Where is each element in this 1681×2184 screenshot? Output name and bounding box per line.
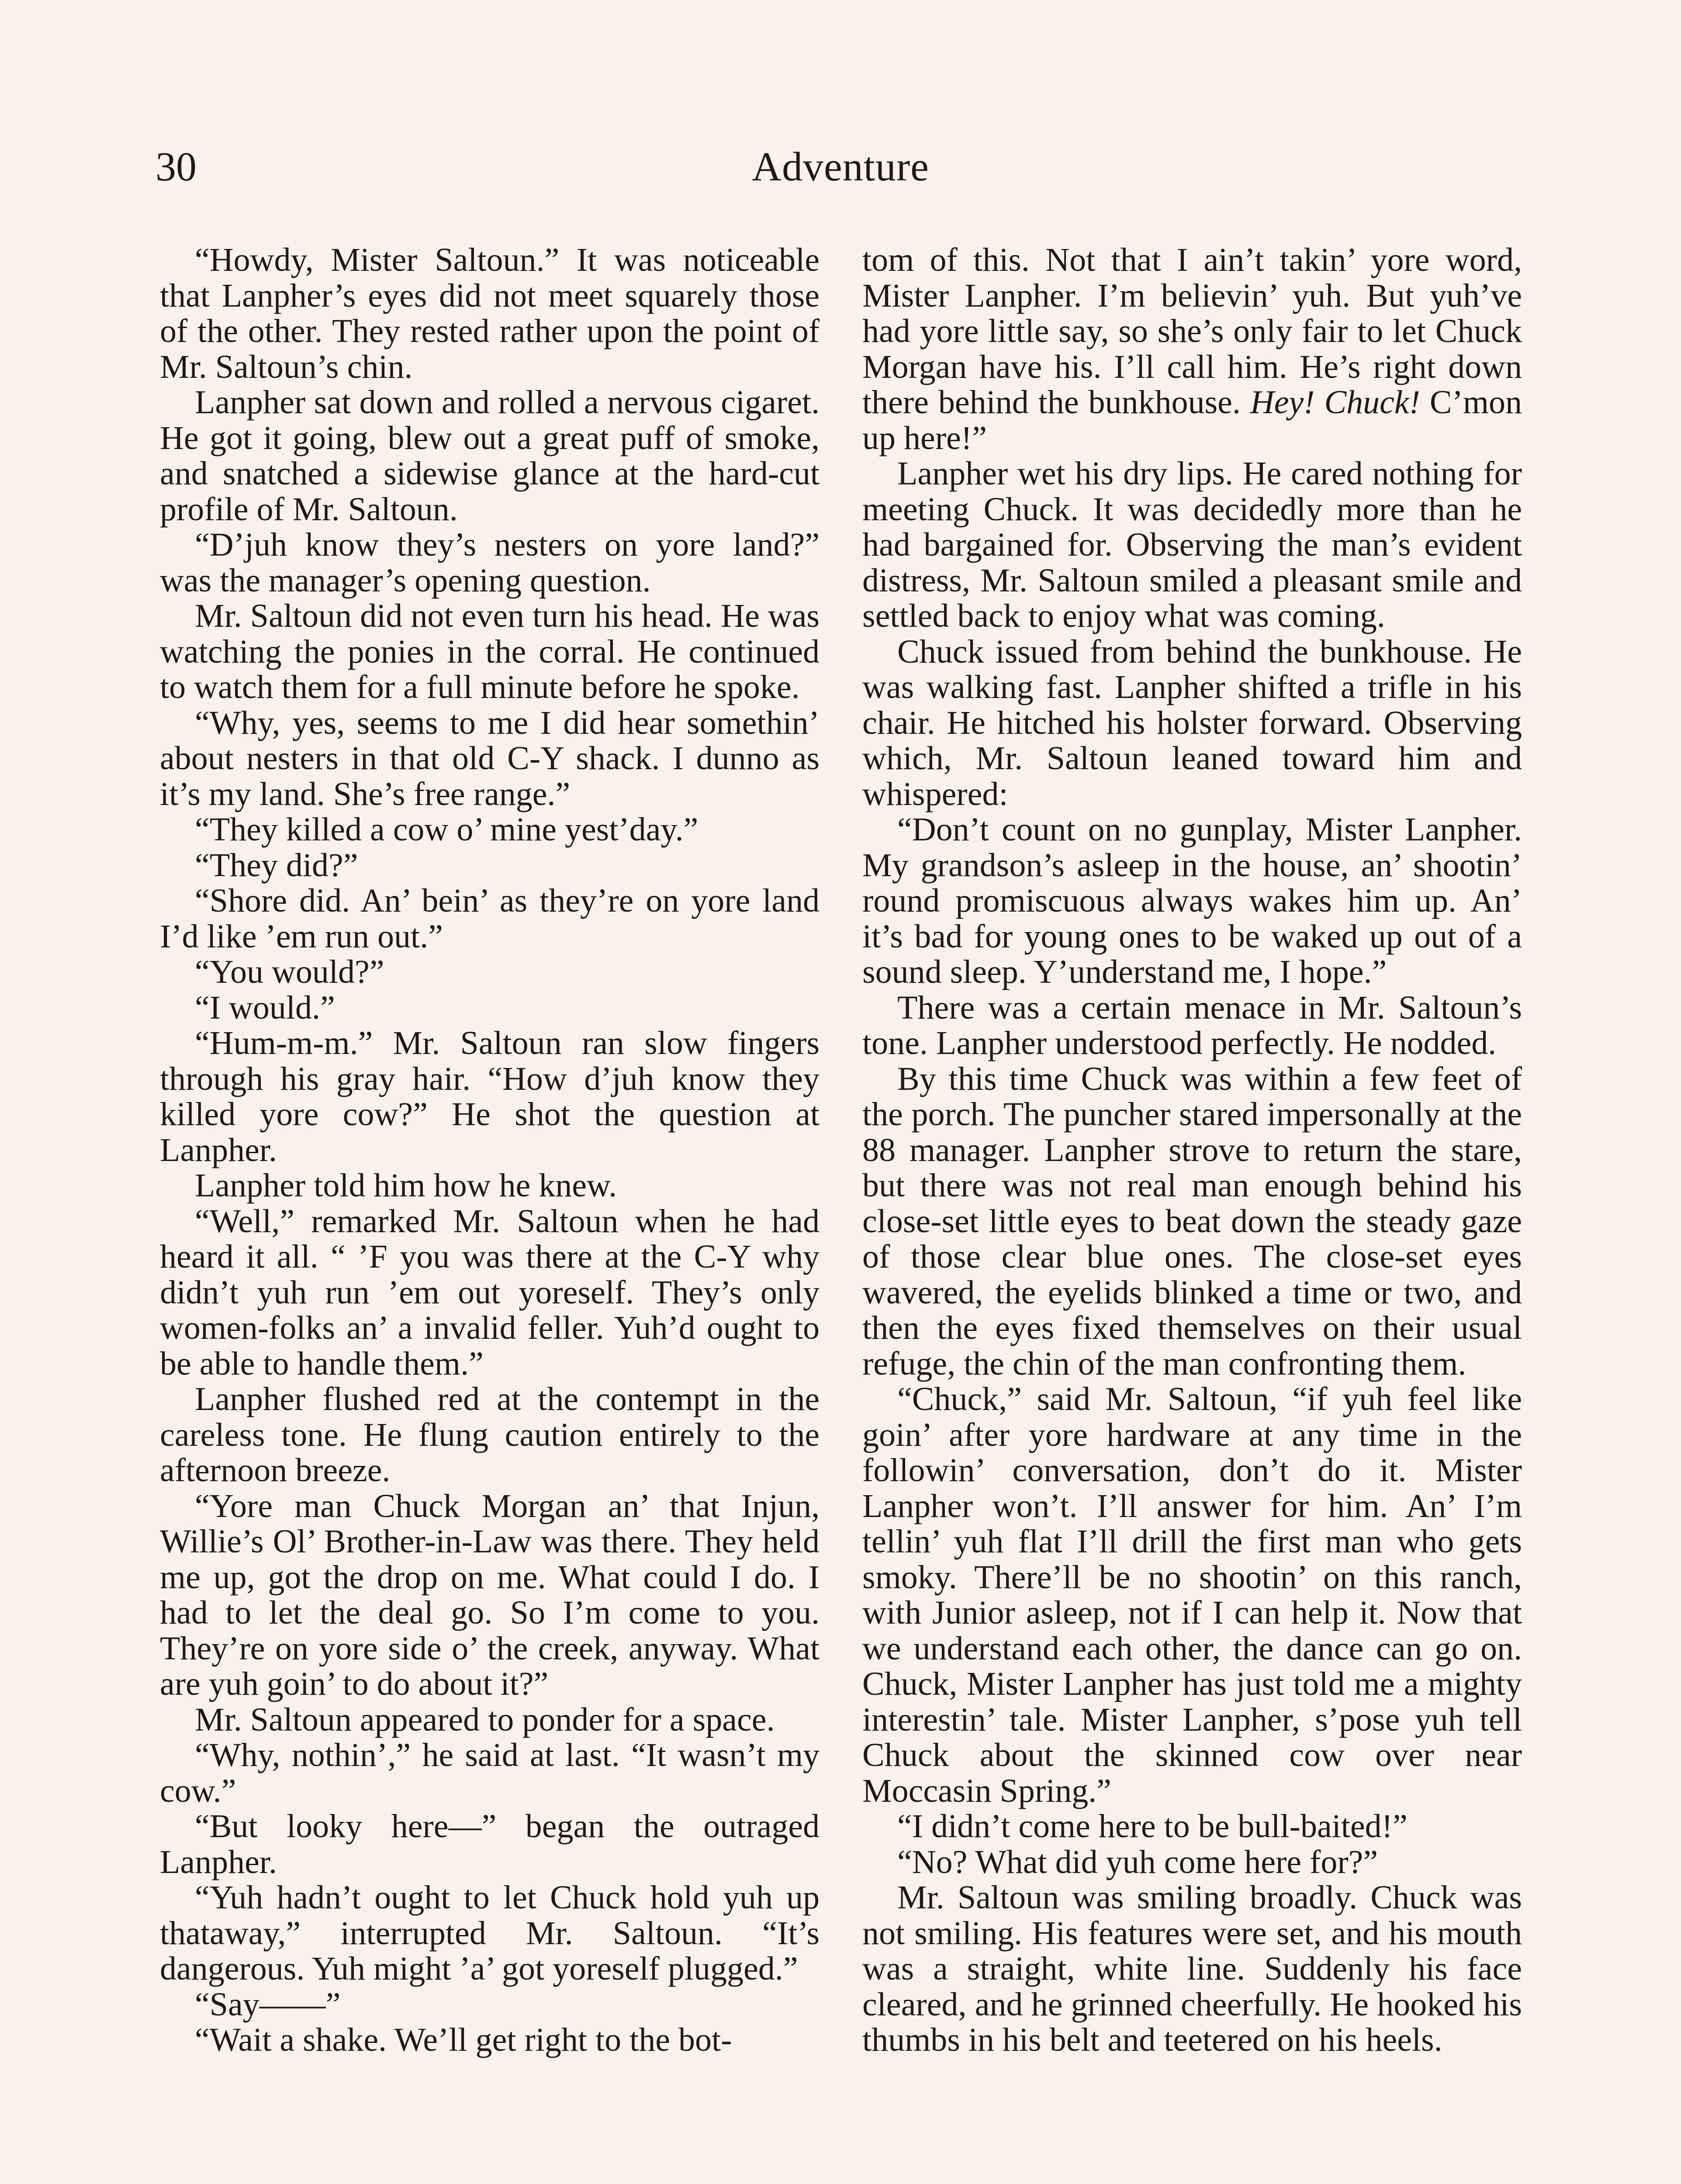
paragraph: “No? What did yuh come here for?” (897, 1843, 1378, 1880)
paragraph: “Say——” (195, 1986, 341, 2023)
running-head: Adventure (752, 144, 929, 190)
paragraph: Lanpher flushed red at the contempt in the careless tone. He flung caution entirely to the afternoon breeze. (160, 1381, 820, 1489)
paragraph: “But looky here—” began the outraged Lanpher. (160, 1808, 820, 1880)
paragraph: “You would?” (195, 954, 384, 990)
paragraph: “Yuh hadn’t ought to let Chuck hold yuh up thataway,” interrupted Mr. Saltoun. “It’s dangerous. Yuh might ’a’ got yoreself plugged.” (160, 1879, 820, 1987)
paragraph: Mr. Saltoun did not even turn his head. He was watching the ponies in the corral. He continued to watch them for a full minute before he spoke. (160, 598, 820, 705)
paragraph: “Shore did. An’ bein’ as they’re on yore land I’d like ’em run out.” (160, 882, 820, 955)
paragraph: “Hum-m-m.” Mr. Saltoun ran slow fingers through his gray hair. “How d’juh know they killed yore cow?” He shot the question at Lanpher. (160, 1025, 820, 1168)
paragraph: “Yore man Chuck Morgan an’ that Injun, Willie’s Ol’ Brother-in-Law was there. They held me up, got the drop on me. What could I do. I had to let the deal go. So I’m come to you. They’re on yore side o’ the creek, anyway. What are yuh goin’ to do about it?” (160, 1487, 820, 1702)
page-number: 30 (156, 144, 197, 190)
left-column (160, 242, 820, 2058)
paragraph: Lanpher sat down and rolled a nervous cigaret. He got it going, blew out a great puff of smoke, and snatched a sidewise glance at the hard-cut profile of Mr. Saltoun. (160, 384, 820, 528)
paragraph: “Well,” remarked Mr. Saltoun when he had heard it all. “ ’F you was there at the C-Y why didn’t yuh run ’em out yoreself. They’s only women-folks an’ a invalid feller. Yuh’d ought to be able to handle them.” (160, 1203, 820, 1382)
paragraph: Mr. Saltoun was smiling broadly. Chuck was not smiling. His features were set, and his mouth was a straight, white line. Suddenly his face cleared, and he grinned cheerfully. He hooked his thumbs in his belt and teetered on his heels. (862, 1879, 1522, 2058)
right-column (862, 242, 1522, 2058)
paragraph: “They killed a cow o’ mine yest’day.” (195, 811, 699, 848)
continued-paragraph (862, 242, 1522, 456)
paragraph: “Why, yes, seems to me I did hear somethin’ about nesters in that old C-Y shack. I dunno as it’s my land. She’s free range.” (160, 704, 820, 812)
paragraph: Chuck issued from behind the bunkhouse. He was walking fast. Lanpher shifted a trifle in his chair. He hitched his holster forward. Observing which, Mr. Saltoun leaned toward him and whispered: (862, 633, 1522, 812)
paragraph: “Why, nothin’,” he said at last. “It wasn’t my cow.” (160, 1737, 820, 1809)
paragraph: Mr. Saltoun appeared to ponder for a space. (195, 1701, 775, 1738)
paragraph: There was a certain menace in Mr. Saltoun’s tone. Lanpher understood perfectly. He nodded. (862, 989, 1522, 1061)
paragraph: “I didn’t come here to be bull-baited!” (897, 1808, 1408, 1845)
continued-text: tom of this. Not that I ain’t takin’ yore word, Mister Lanpher. I’m believin’ yuh. But yuh’ve had yore little say, so she’s only fair to let Chuck Morgan have his. I’ll call him. He’s right down there behind the bunkhouse. (862, 242, 1522, 421)
paragraph: Lanpher wet his dry lips. He cared nothing for meeting Chuck. It was decidedly more than he had bargained for. Observing the man’s evident distress, Mr. Saltoun smiled a pleasant smile and settled back to enjoy what was coming. (862, 455, 1522, 634)
paragraph: “Howdy, Mister Saltoun.” It was noticeable that Lanpher’s eyes did not meet squarely those of the other. They rested rather upon the point of Mr. Saltoun’s chin. (160, 242, 820, 385)
paragraph: “Don’t count on no gunplay, Mister Lanpher. My grandson’s asleep in the house, an’ shootin’ round promiscuous always wakes him up. An’ it’s bad for young ones to be waked up out of a sound sleep. Y’understand me, I hope.” (862, 811, 1522, 990)
paragraph: “I would.” (195, 989, 335, 1026)
paragraph: By this time Chuck was within a few feet of the porch. The puncher stared impersonally at the 88 manager. Lanpher strove to return the stare, but there was not real man enough behind his close-set little eyes to beat down the steady gaze of those clear blue ones. The close-set eyes wavered, the eyelids blinked a time or two, and then the eyes fixed themselves on their usual refuge, the chin of the man confronting them. (862, 1060, 1522, 1382)
paragraph: “D’juh know they’s nesters on yore land?” was the manager’s opening question. (160, 526, 820, 599)
paragraph: “They did?” (195, 847, 358, 884)
italic-shout: Hey! Chuck! (1250, 384, 1420, 421)
paragraph: Lanpher told him how he knew. (195, 1167, 617, 1204)
continued-text-end: C’mon up here!” (862, 384, 1522, 456)
paragraph: “Chuck,” said Mr. Saltoun, “if yuh feel like goin’ after yore hardware at any time in the followin’ conversation, don’t do it. Mister Lanpher won’t. I’ll answer for him. An’ I’m tellin’ yuh flat I’ll drill the first man who gets smoky. There’ll be no shootin’ on this ranch, with Junior asleep, not if I can help it. Now that we understand each other, the dance can go on. Chuck, Mister Lanpher has just told me a mighty interestin’ tale. Mister Lanpher, s’pose yuh tell Chuck about the skinned cow over near Moccasin Spring.” (862, 1381, 1522, 1809)
paragraph: “Wait a shake. We’ll get right to the bot- (195, 2022, 732, 2058)
